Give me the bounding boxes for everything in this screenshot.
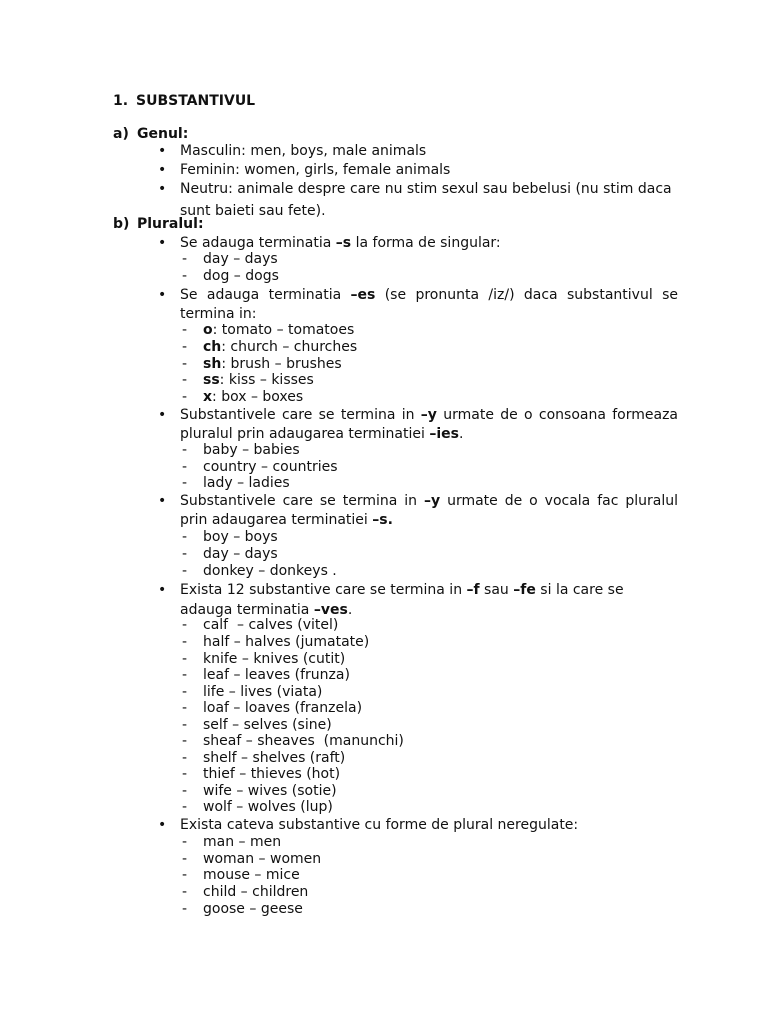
example-item	[182, 563, 337, 579]
example-text: goose – geese	[203, 901, 303, 917]
example-text: wife – wives (sotie)	[203, 783, 337, 799]
dash-icon: -	[182, 563, 188, 579]
rule-4	[158, 492, 678, 530]
example-item	[182, 901, 303, 917]
rule-suffix: –y	[423, 493, 441, 509]
rule-suffix: –fe	[513, 582, 536, 598]
rule-text-part: sau	[479, 582, 514, 598]
bullet-icon: •	[158, 407, 167, 423]
example-item	[182, 851, 321, 867]
rule-text	[180, 406, 678, 444]
dash-icon: -	[182, 717, 188, 733]
example-text: leaf – leaves (frunza)	[203, 667, 350, 683]
rule-text-part: la forma de singular:	[351, 235, 501, 251]
rule-text-part: Substantivele care se termina in	[180, 493, 424, 509]
example-item	[182, 667, 350, 683]
dash-icon: -	[182, 634, 188, 650]
dash-icon: -	[182, 529, 188, 545]
example-item	[182, 251, 278, 267]
dash-icon: -	[182, 372, 188, 388]
list-item	[158, 178, 678, 222]
dash-icon: -	[182, 783, 188, 799]
section-title: Pluralul:	[137, 216, 204, 232]
dash-icon: -	[182, 268, 188, 284]
example-text: wolf – wolves (lup)	[203, 799, 333, 815]
example-text: dog – dogs	[203, 268, 279, 284]
example-ending: ch	[203, 339, 222, 355]
example-text: donkey – donkeys .	[203, 563, 337, 579]
example-text: day – days	[203, 546, 278, 562]
bullet-icon: •	[158, 493, 167, 509]
example-ending: ss	[203, 372, 220, 388]
example-text: knife – knives (cutit)	[203, 651, 346, 667]
rule-text	[180, 580, 678, 620]
rule-text	[180, 492, 678, 530]
bullet-icon: •	[158, 143, 167, 159]
dash-icon: -	[182, 799, 188, 815]
example-item	[182, 783, 337, 799]
example-ending: sh	[203, 356, 222, 372]
rule-text-part: .	[347, 602, 353, 618]
example-text: day – days	[203, 251, 278, 267]
dash-icon: -	[182, 700, 188, 716]
example-item	[182, 884, 308, 900]
dash-icon: -	[182, 851, 188, 867]
dash-icon: -	[182, 750, 188, 766]
rule-text: Exista cateva substantive cu forme de plural neregulate:	[180, 817, 579, 833]
example-text: man – men	[203, 834, 282, 850]
example-item	[182, 268, 279, 284]
list-item-text: Feminin: women, girls, female animals	[180, 162, 451, 178]
example-item	[182, 356, 342, 372]
example-item	[182, 684, 322, 700]
rule-suffix: –s.	[372, 512, 393, 528]
dash-icon: -	[182, 766, 188, 782]
example-text: half – halves (jumatate)	[203, 634, 370, 650]
example-text: lady – ladies	[203, 475, 290, 491]
example-item	[182, 475, 290, 491]
example-text: child – children	[203, 884, 309, 900]
example-text: : kiss – kisses	[219, 372, 314, 388]
title-text: SUBSTANTIVUL	[136, 93, 256, 109]
rule-suffix: –ves	[313, 602, 348, 618]
bullet-icon: •	[158, 287, 167, 303]
example-text: : box – boxes	[212, 389, 304, 405]
example-item	[182, 733, 404, 749]
example-text: : brush – brushes	[221, 356, 342, 372]
example-item	[182, 389, 303, 405]
list-item-text: Masculin: men, boys, male animals	[180, 143, 427, 159]
example-item	[182, 372, 314, 388]
rule-3	[158, 406, 678, 444]
dash-icon: -	[182, 322, 188, 338]
example-item	[182, 529, 278, 545]
example-ending: o	[203, 322, 213, 338]
example-text: self – selves (sine)	[203, 717, 332, 733]
example-text: country – countries	[203, 459, 338, 475]
rule-text-part: Exista 12 substantive care se termina in	[180, 582, 467, 598]
bullet-icon: •	[158, 181, 167, 197]
dash-icon: -	[182, 901, 188, 917]
title-number: 1.	[113, 93, 129, 109]
example-item	[182, 867, 300, 883]
example-item	[182, 634, 369, 650]
example-text: : church – churches	[221, 339, 358, 355]
page-title	[113, 91, 255, 111]
list-item-text: Neutru: animale despre care nu stim sexul sau bebelusi (nu stim daca sunt baieti sau fete).	[180, 181, 672, 219]
dash-icon: -	[182, 684, 188, 700]
dash-icon: -	[182, 667, 188, 683]
example-item	[182, 700, 362, 716]
example-text: : tomato – tomatoes	[212, 322, 355, 338]
example-text: calf – calves (vitel)	[203, 617, 339, 633]
bullet-icon: •	[158, 817, 167, 833]
dash-icon: -	[182, 867, 188, 883]
rule-text-part: Substantivele care se termina in	[180, 407, 421, 423]
example-ending: x	[203, 389, 213, 405]
dash-icon: -	[182, 339, 188, 355]
example-item	[182, 750, 345, 766]
dash-icon: -	[182, 834, 188, 850]
example-item	[182, 617, 338, 633]
rule-5	[158, 580, 678, 620]
example-item	[182, 766, 340, 782]
dash-icon: -	[182, 884, 188, 900]
example-text: boy – boys	[203, 529, 278, 545]
example-text: baby – babies	[203, 442, 300, 458]
rule-text-part: Se adauga terminatia	[180, 287, 351, 303]
rule-text-part: .	[458, 426, 464, 442]
example-item	[182, 799, 333, 815]
rule-6	[158, 816, 678, 835]
rule-2	[158, 286, 678, 324]
example-text: loaf – loaves (franzela)	[203, 700, 363, 716]
example-text: mouse – mice	[203, 867, 300, 883]
example-text: shelf – shelves (raft)	[203, 750, 346, 766]
example-item	[182, 717, 332, 733]
rule-text-part: urmate de o vocala fac pluralul prin adaugarea terminatiei	[180, 493, 678, 528]
example-item	[182, 546, 278, 562]
example-item	[182, 459, 338, 475]
section-title: Genul:	[137, 126, 189, 142]
dash-icon: -	[182, 617, 188, 633]
dash-icon: -	[182, 651, 188, 667]
bullet-icon: •	[158, 235, 167, 251]
section-letter: a)	[113, 126, 129, 142]
example-item	[182, 442, 300, 458]
dash-icon: -	[182, 356, 188, 372]
rule-text-part: si la care se adauga terminatia	[180, 582, 624, 618]
section-pluralul-heading	[113, 215, 204, 233]
dash-icon: -	[182, 546, 188, 562]
rule-text-part: (se pronunta /iz/) daca substantivul se termina in:	[180, 287, 678, 322]
example-text: thief – thieves (hot)	[203, 766, 341, 782]
rule-text	[180, 286, 678, 324]
rule-suffix: –f	[466, 582, 480, 598]
section-letter: b)	[113, 216, 130, 232]
bullet-icon: •	[158, 582, 167, 598]
dash-icon: -	[182, 251, 188, 267]
example-text: life – lives (viata)	[203, 684, 323, 700]
rule-suffix: –s	[335, 235, 352, 251]
dash-icon: -	[182, 442, 188, 458]
rule-suffix: –es	[350, 287, 376, 303]
dash-icon: -	[182, 459, 188, 475]
example-item	[182, 834, 281, 850]
rule-suffix: –y	[420, 407, 437, 423]
example-item	[182, 651, 345, 667]
dash-icon: -	[182, 733, 188, 749]
rule-text-part: urmate de o consoana formeaza pluralul prin adaugarea terminatiei	[180, 407, 678, 442]
bullet-icon: •	[158, 162, 167, 178]
dash-icon: -	[182, 475, 188, 491]
section-genul-heading	[113, 125, 188, 143]
example-item	[182, 339, 357, 355]
list-item	[158, 142, 678, 161]
dash-icon: -	[182, 389, 188, 405]
example-text: sheaf – sheaves (manunchi)	[203, 733, 404, 749]
example-text: woman – women	[203, 851, 322, 867]
rule-suffix: –ies	[429, 426, 459, 442]
rule-text-part: Se adauga terminatia	[180, 235, 336, 251]
example-item	[182, 322, 354, 338]
